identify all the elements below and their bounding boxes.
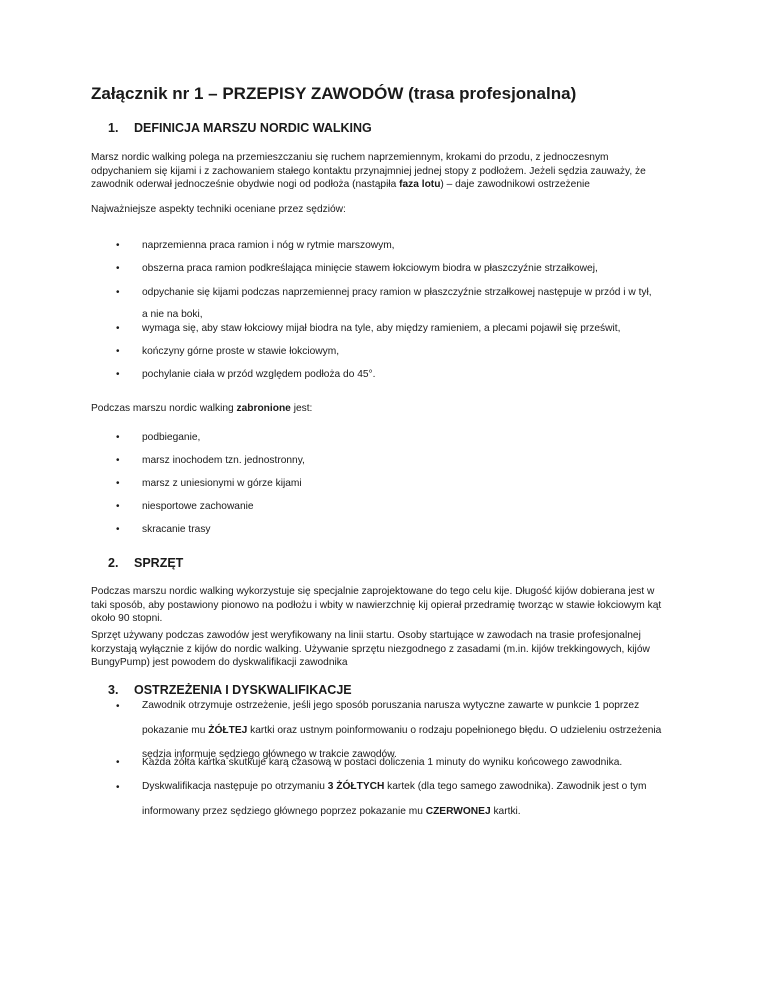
b3-line-2-end: kartki.	[490, 805, 521, 817]
yellow-card-bold: ŻÓŁTEJ	[208, 724, 248, 736]
intro-line-1: Marsz nordic walking polega na przemieszczaniu się ruchem naprzemiennym, krokami do przodu, z jednoczesnym	[91, 152, 609, 163]
forbidden-label	[91, 402, 691, 416]
intro-bold-term: faza lotu	[399, 179, 441, 190]
b3-line-2: informowany przez sędziego głównego poprzez pokazanie mu	[142, 805, 426, 817]
b1-line-3: sędzia informuje sędziego głównego w trakcie zawodów.	[142, 749, 397, 760]
b1-line-1: Zawodnik otrzymuje ostrzeżenie, jeśli jego sposób poruszania narusza wytyczne zawarte w punkcie 1 poprzez	[142, 700, 640, 711]
p1-line-2: taki sposób, aby postawiony pionowo na podłożu i wbity w nawierzchnię kij opierał przedramię tworząc w stawie łokciowym kąt	[91, 599, 662, 611]
section-1-heading	[108, 121, 372, 135]
list-item-text: niesportowe zachowanie	[142, 501, 254, 512]
section-2-paragraph-1	[91, 585, 691, 626]
list-item-text: wymaga się, aby staw łokciowy mijał biodra na tyle, aby między ramieniem, a plecami pojawił się prześwit,	[142, 323, 621, 334]
list-item-line-1: odpychanie się kijami podczas naprzemiennej pracy ramion w płaszczyźnie strzałkowej następuje w przód i w tył,	[142, 287, 652, 298]
intro-line-2: odpychaniem się kijami i z zachowaniem stałego kontaktu przynajmniej jednej stopy z podłożem. Jeżeli sędzia zauważy, że	[91, 165, 646, 177]
list-item-text: obszerna praca ramion podkreślająca minięcie stawem łokciowym biodra w płaszczyźnie strzałkowej,	[142, 263, 598, 274]
list-item-text: marsz z uniesionymi w górze kijami	[142, 478, 302, 489]
b1-line-2-end: kartki oraz ustnym poinformowaniu o rodzaju popełnionego błędu. O udzieleniu ostrzeżenia	[247, 724, 662, 736]
b1-line-2: pokazanie mu	[142, 724, 209, 736]
p1-line-3: około 90 stopni.	[91, 613, 163, 624]
list-item-line-2: a nie na boki,	[142, 309, 203, 320]
p1-line-1: Podczas marszu nordic walking wykorzystuje się specjalnie zaprojektowane do tego celu kije. Długość kijów dobierana jest w	[91, 586, 655, 597]
red-card-bold: CZERWONEJ	[425, 805, 491, 817]
aspects-label: Najważniejsze aspekty techniki oceniane przez sędziów:	[91, 204, 346, 215]
list-item-text: marsz inochodem tzn. jednostronny,	[142, 455, 305, 466]
section-2-title: SPRZĘT	[134, 556, 184, 570]
intro-line-3-end: ) – daje zawodnikowi ostrzeżenie	[440, 179, 590, 190]
p2-line-1: Sprzęt używany podczas zawodów jest weryfikowany na linii startu. Osoby startujące w zawodach na trasie profesjonalnej	[91, 630, 641, 641]
p2-line-3: BungyPump) jest powodem do dyskwalifikacji zawodnika	[91, 657, 348, 668]
section-2-paragraph-2	[91, 629, 691, 670]
section-2-number: 2.	[108, 556, 119, 570]
list-item-text: naprzemienna praca ramion i nóg w rytmie marszowym,	[142, 240, 395, 251]
section-3-title: OSTRZEŻENIA I DYSKWALIFIKACJE	[134, 683, 352, 697]
b3-line-1: Dyskwalifikacja następuje po otrzymaniu	[142, 781, 328, 792]
list-item-text: pochylanie ciała w przód względem podłoża do 45°.	[142, 369, 376, 380]
b3-line-1-end: kartek (dla tego samego zawodnika). Zawodnik jest o tym	[384, 781, 647, 792]
section-3-number: 3.	[108, 683, 119, 697]
intro-line-3: zawodnik oderwał jednocześnie obydwie nogi od podłoża (nastąpiła	[91, 179, 400, 190]
page-title: Załącznik nr 1 – PRZEPISY ZAWODÓW (trasa profesjonalna)	[91, 84, 577, 103]
forbidden-text-end: jest:	[290, 403, 313, 414]
forbidden-text: Podczas marszu nordic walking	[91, 403, 237, 414]
list-item-text	[142, 282, 691, 326]
list-item-text	[142, 775, 691, 824]
three-yellow-bold: 3 ŻÓŁTYCH	[327, 781, 385, 792]
section-2-heading	[108, 556, 183, 570]
section-1-number: 1.	[108, 121, 119, 135]
list-item-text: Każda żółta kartka skutkuje karą czasową w postaci doliczenia 1 minuty do wyniku końcowego zawodnika.	[142, 757, 623, 768]
p2-line-2: korzystają wyłącznie z kijów do nordic walking. Używanie sprzętu niezgodnego z zasadami (m.in. kijów trekkingowych, kijów	[91, 643, 650, 655]
list-item-text: skracanie trasy	[142, 524, 211, 535]
section-1-title: DEFINICJA MARSZU NORDIC WALKING	[134, 121, 372, 135]
list-item-text: kończyny górne proste w stawie łokciowym,	[142, 346, 340, 357]
section-1-intro	[91, 151, 691, 192]
forbidden-bold: zabronione	[236, 403, 291, 414]
list-item-text: podbieganie,	[142, 432, 201, 443]
